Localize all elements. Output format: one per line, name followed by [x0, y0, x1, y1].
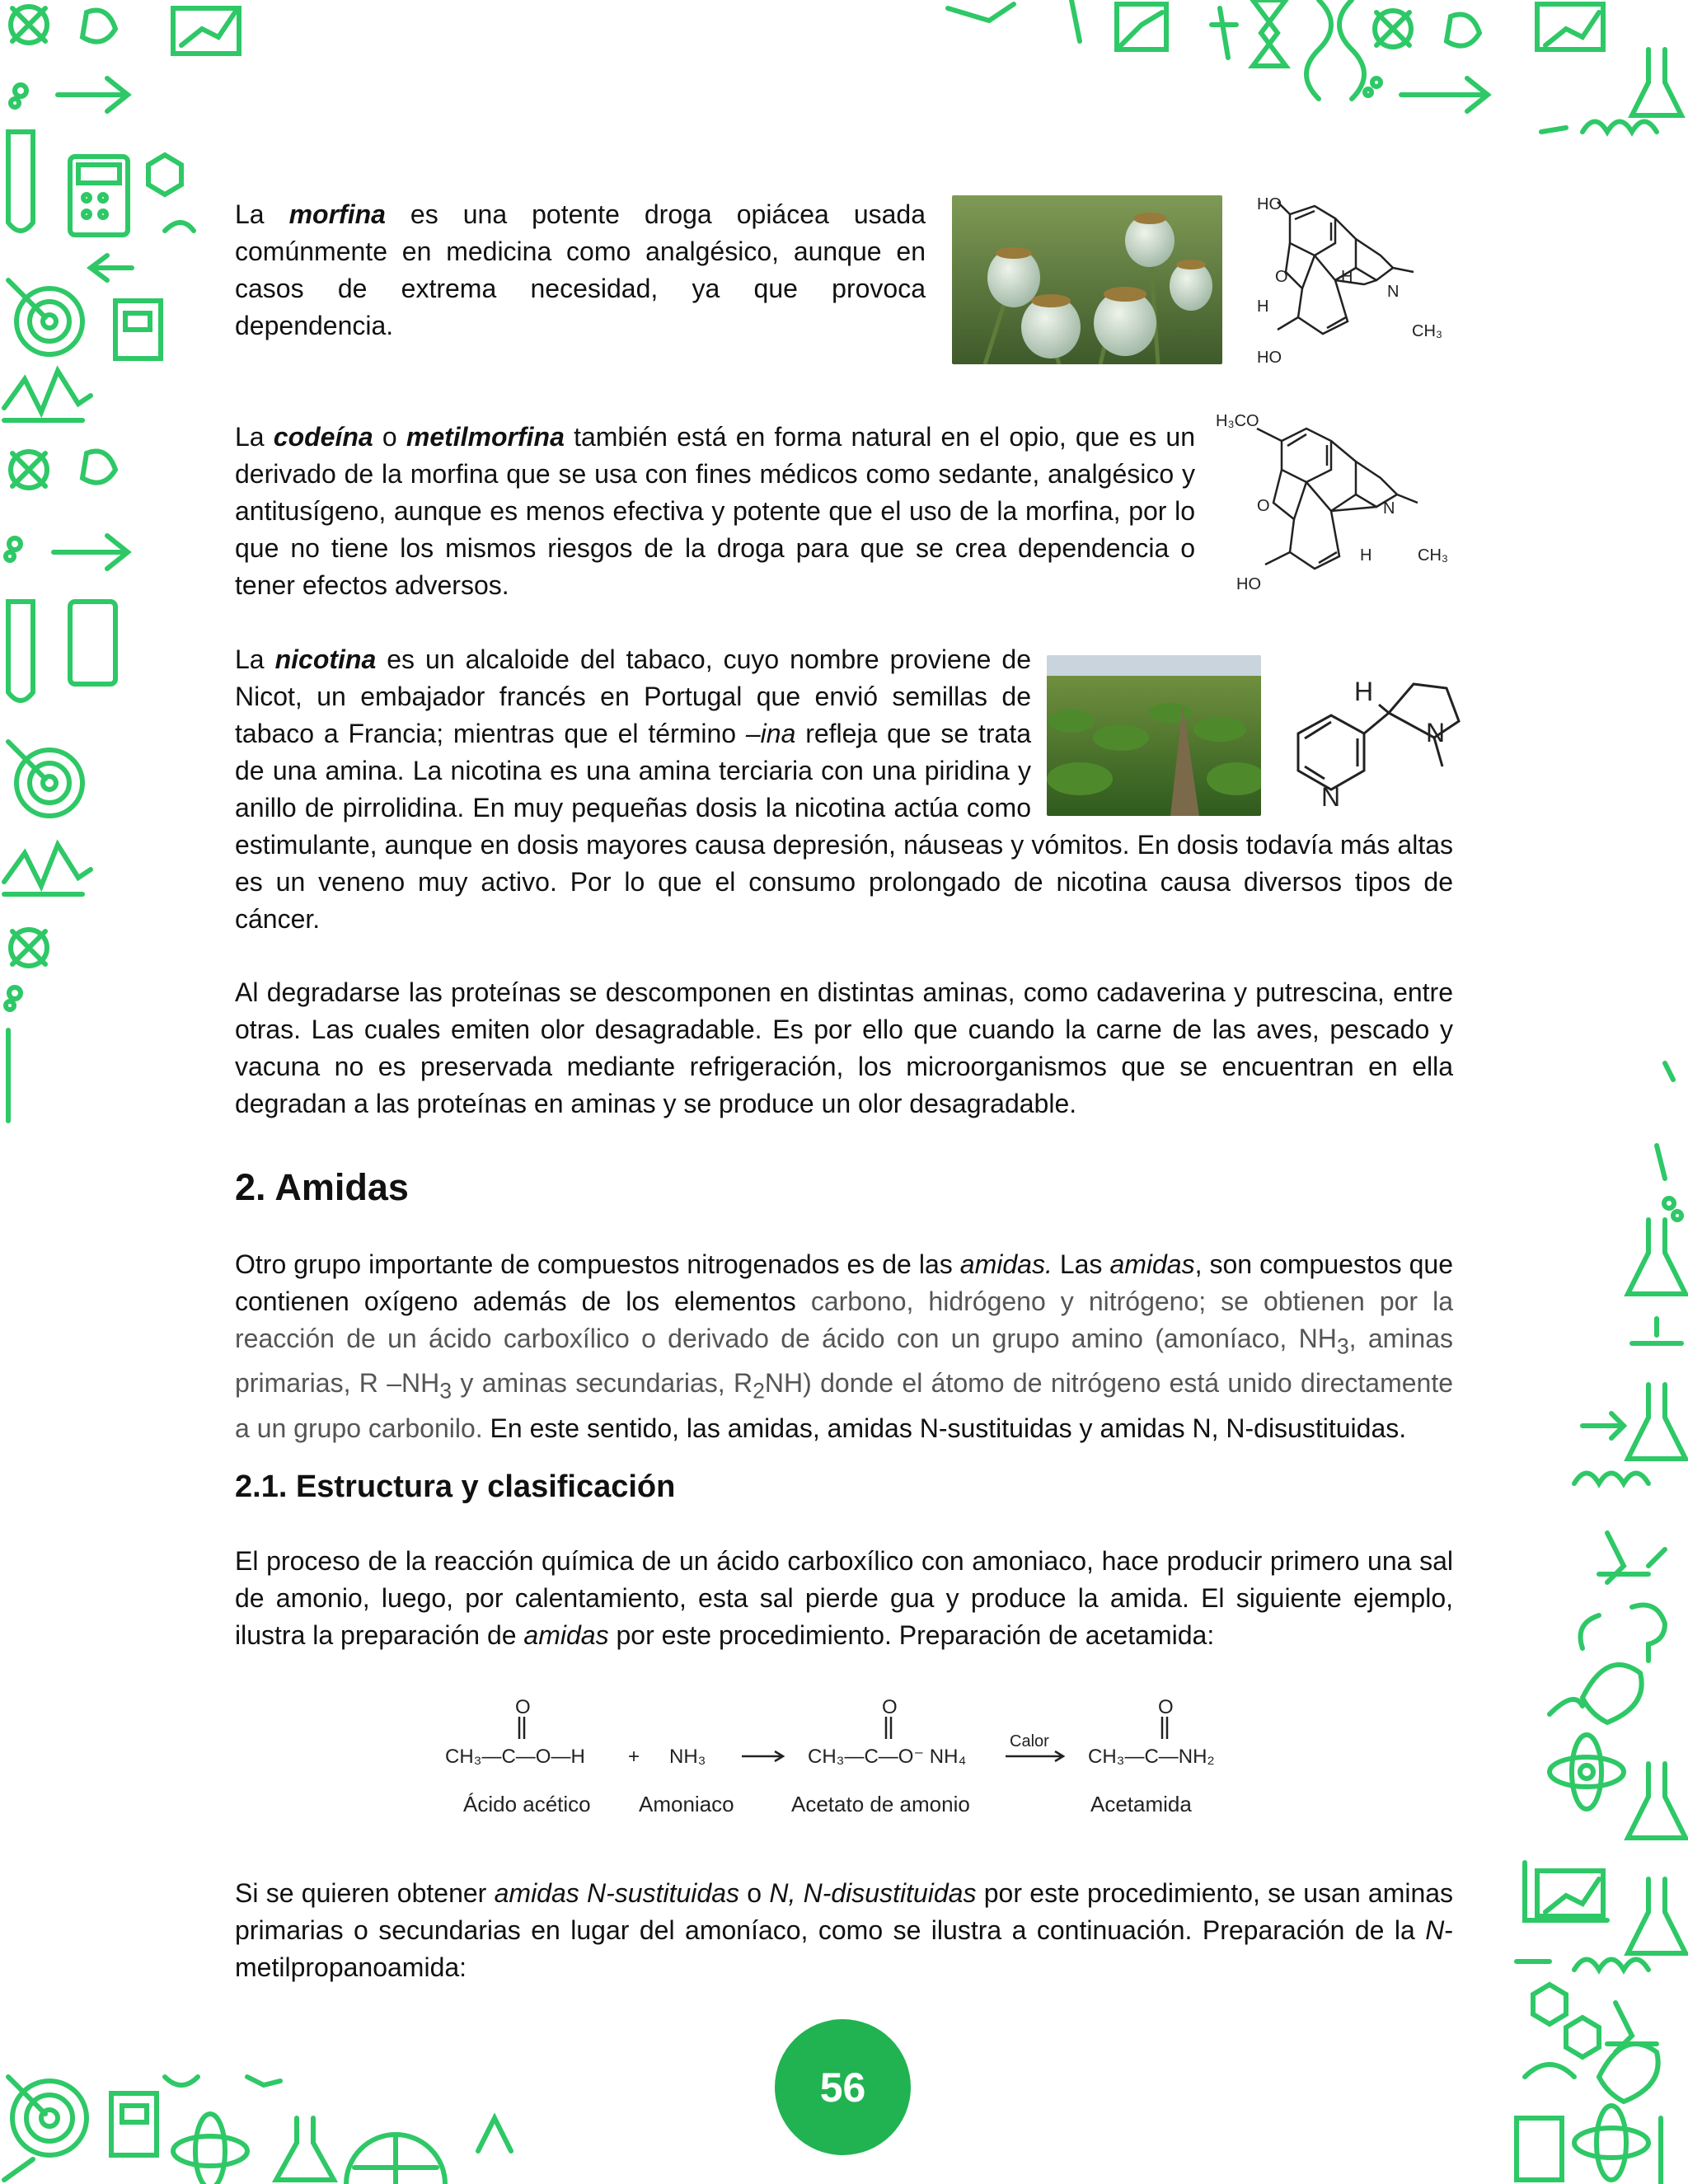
- plus-sign: +: [628, 1746, 640, 1768]
- text: Las: [1052, 1249, 1110, 1279]
- term-amidas: amidas.: [959, 1249, 1053, 1279]
- text: carbono, hidrógeno y nitrógeno; se obtienen por la reacción de un ácido carboxílico o derivado de ácido con un grupo amino (amoníaco, NH: [235, 1286, 1454, 1353]
- svg-text:H: H: [1354, 677, 1374, 706]
- svg-text:HO: HO: [1257, 195, 1282, 213]
- reaction-condition: Calor: [1010, 1732, 1049, 1750]
- svg-text:O: O: [1275, 268, 1288, 286]
- top-decoration: [0, 0, 1688, 144]
- morphine-structure: [1240, 190, 1463, 371]
- term-n: N: [1425, 1915, 1445, 1945]
- text: La: [235, 422, 274, 452]
- paragraph-proteinas: [235, 974, 1453, 1122]
- paragraph-proceso: [235, 1543, 1453, 1654]
- term-ina: –ina: [745, 719, 796, 748]
- label-ammonia: Amoniaco: [639, 1792, 734, 1816]
- text: o: [739, 1878, 770, 1908]
- svg-text:N: N: [1387, 283, 1400, 301]
- page-number: 56: [819, 2064, 866, 2111]
- text: por este procedimiento. Preparación de acetamida:: [608, 1620, 1215, 1650]
- paragraph-sustituidas: [235, 1875, 1453, 1986]
- paragraph-nicotina: [235, 641, 1453, 938]
- text: La: [235, 644, 275, 674]
- text: La: [235, 199, 289, 229]
- svg-text:N: N: [1383, 499, 1395, 518]
- text: Al degradarse las proteínas se descomponen en distintas aminas, como cadaverina y putrescina, entre otras. Las cuales emiten olor desagradable. Es por ello que cuando la carne de las aves, pescado y vacuna no es preservada mediante refrigeración, los microorganismos que se encuentran en ella degradan a las proteínas en aminas y se produce un olor desagradable.: [235, 977, 1453, 1118]
- text: refleja que se trata de una amina. La nicotina es una amina terciaria con una piridina y anillo de pirrolidina. En muy pequeñas dosis la nicotina actúa como estimulante, aunque en dosis mayores causa depresión, náuseas y vómitos. En dosis todavía más altas es un veneno muy activo. Por lo que el consumo prolongado de nicotina causa diversos tipos de cáncer.: [235, 719, 1453, 934]
- term-n-sustituidas: amidas N-sustituidas: [494, 1878, 739, 1908]
- text: es un alcaloide del tabaco, cuyo nombre proviene de Nicot, un embajador francés en Portugal que envió semillas de tabaco a Francia; mientras que el término: [235, 644, 1032, 748]
- svg-text:O: O: [1158, 1696, 1174, 1718]
- paragraph-amidas: [235, 1246, 1453, 1447]
- text: Si se quieren obtener: [235, 1878, 495, 1908]
- text: Otro grupo importante de compuestos nitrogenados es de las: [235, 1249, 960, 1279]
- term-nicotina: nicotina: [274, 644, 377, 674]
- text: , aminas primarias, R –NH: [235, 1324, 1454, 1399]
- svg-text:O: O: [515, 1696, 531, 1718]
- acetamide-reaction: [437, 1694, 1245, 1825]
- subscript: 2: [753, 1378, 765, 1404]
- paragraph-morfina: [235, 196, 926, 344]
- svg-text:CH₃: CH₃: [1418, 546, 1449, 565]
- svg-text:HO: HO: [1257, 349, 1282, 367]
- term-metilmorfina: metilmorfina: [406, 422, 565, 452]
- term-amidas: amidas: [523, 1620, 609, 1650]
- term-morfina: morfina: [288, 199, 386, 229]
- label-acetamide: Acetamida: [1090, 1792, 1192, 1816]
- product-acetamide: CH₃—C—NH₂: [1088, 1746, 1215, 1768]
- text: por este procedimiento, se usan aminas primarias o secundarias en lugar del amoníaco, como se ilustra a continuación. Preparación de la: [235, 1878, 1454, 1945]
- text: también está en forma natural en el opio, que es un derivado de la morfina que se usa con fines médicos como sedante, analgésico y antitusígeno, aunque es menos efectiva y potente que el uso de la morfina, por lo que no tiene los mismos riesgos de la droga para que se crea dependencia o tener efectos adversos.: [235, 422, 1196, 600]
- bottom-decoration: [0, 2044, 742, 2184]
- subscript: 3: [439, 1378, 452, 1404]
- svg-text:O: O: [882, 1696, 898, 1718]
- text: NH) donde el átomo de nitrógeno está unido directamente a un grupo carbonilo.: [235, 1368, 1454, 1443]
- term-codeina: codeína: [273, 422, 373, 452]
- svg-text:H: H: [1360, 546, 1372, 565]
- svg-text:O: O: [1257, 497, 1270, 515]
- paragraph-codeina: [235, 419, 1195, 604]
- text: -metilpropanoamida:: [235, 1915, 1453, 1982]
- product-ammonium-acetate: CH₃—C—O⁻ NH₄: [808, 1746, 967, 1768]
- text: , son compuestos que contienen oxígeno además de los elementos: [235, 1249, 1454, 1316]
- text: es una potente droga opiácea usada comúnmente en medicina como analgésico, aunque en casos de extrema necesidad, ya que provoca dependencia.: [235, 199, 926, 340]
- label-acid: Ácido acético: [463, 1792, 591, 1816]
- float-spacer: [1031, 641, 1453, 823]
- codeine-structure: [1212, 408, 1459, 606]
- section-heading: 2. Amidas: [235, 1166, 409, 1208]
- svg-text:HO: HO: [1236, 575, 1261, 593]
- text: El proceso de la reacción química de un ácido carboxílico con amoniaco, hace producir primero una sal de amonio, luego, por calentamiento, esta sal pierde gua y produce la amida. El siguiente ejemplo, ilustra la preparación de: [235, 1546, 1453, 1650]
- term-amidas: amidas: [1109, 1249, 1195, 1279]
- right-decoration: [1508, 1047, 1688, 2184]
- label-ammonium-acetate: Acetato de amonio: [791, 1792, 970, 1816]
- svg-text:H: H: [1341, 268, 1353, 286]
- left-decoration: [0, 115, 198, 1129]
- svg-text:H₃CO: H₃CO: [1216, 412, 1259, 430]
- svg-text:CH₃: CH₃: [1412, 322, 1443, 340]
- svg-text:N: N: [1426, 718, 1446, 748]
- svg-text:H: H: [1257, 298, 1269, 316]
- term-nn-disustituidas: N, N-disustituidas: [769, 1878, 977, 1908]
- page-number-badge: [775, 2019, 911, 2155]
- reactant-acetic-acid: CH₃—C—O—H: [445, 1746, 585, 1768]
- text: En este sentido, las amidas, amidas N-sustituidas y amidas N, N-disustituidas.: [482, 1413, 1407, 1443]
- text: o: [373, 422, 406, 452]
- subsection-heading: 2.1. Estructura y clasificación: [235, 1469, 676, 1504]
- poppy-photo: [952, 195, 1222, 364]
- svg-text:N: N: [1321, 782, 1341, 812]
- subscript: 3: [1336, 1333, 1349, 1359]
- reactant-ammonia: NH₃: [669, 1746, 706, 1768]
- text: y aminas secundarias, R: [452, 1368, 753, 1399]
